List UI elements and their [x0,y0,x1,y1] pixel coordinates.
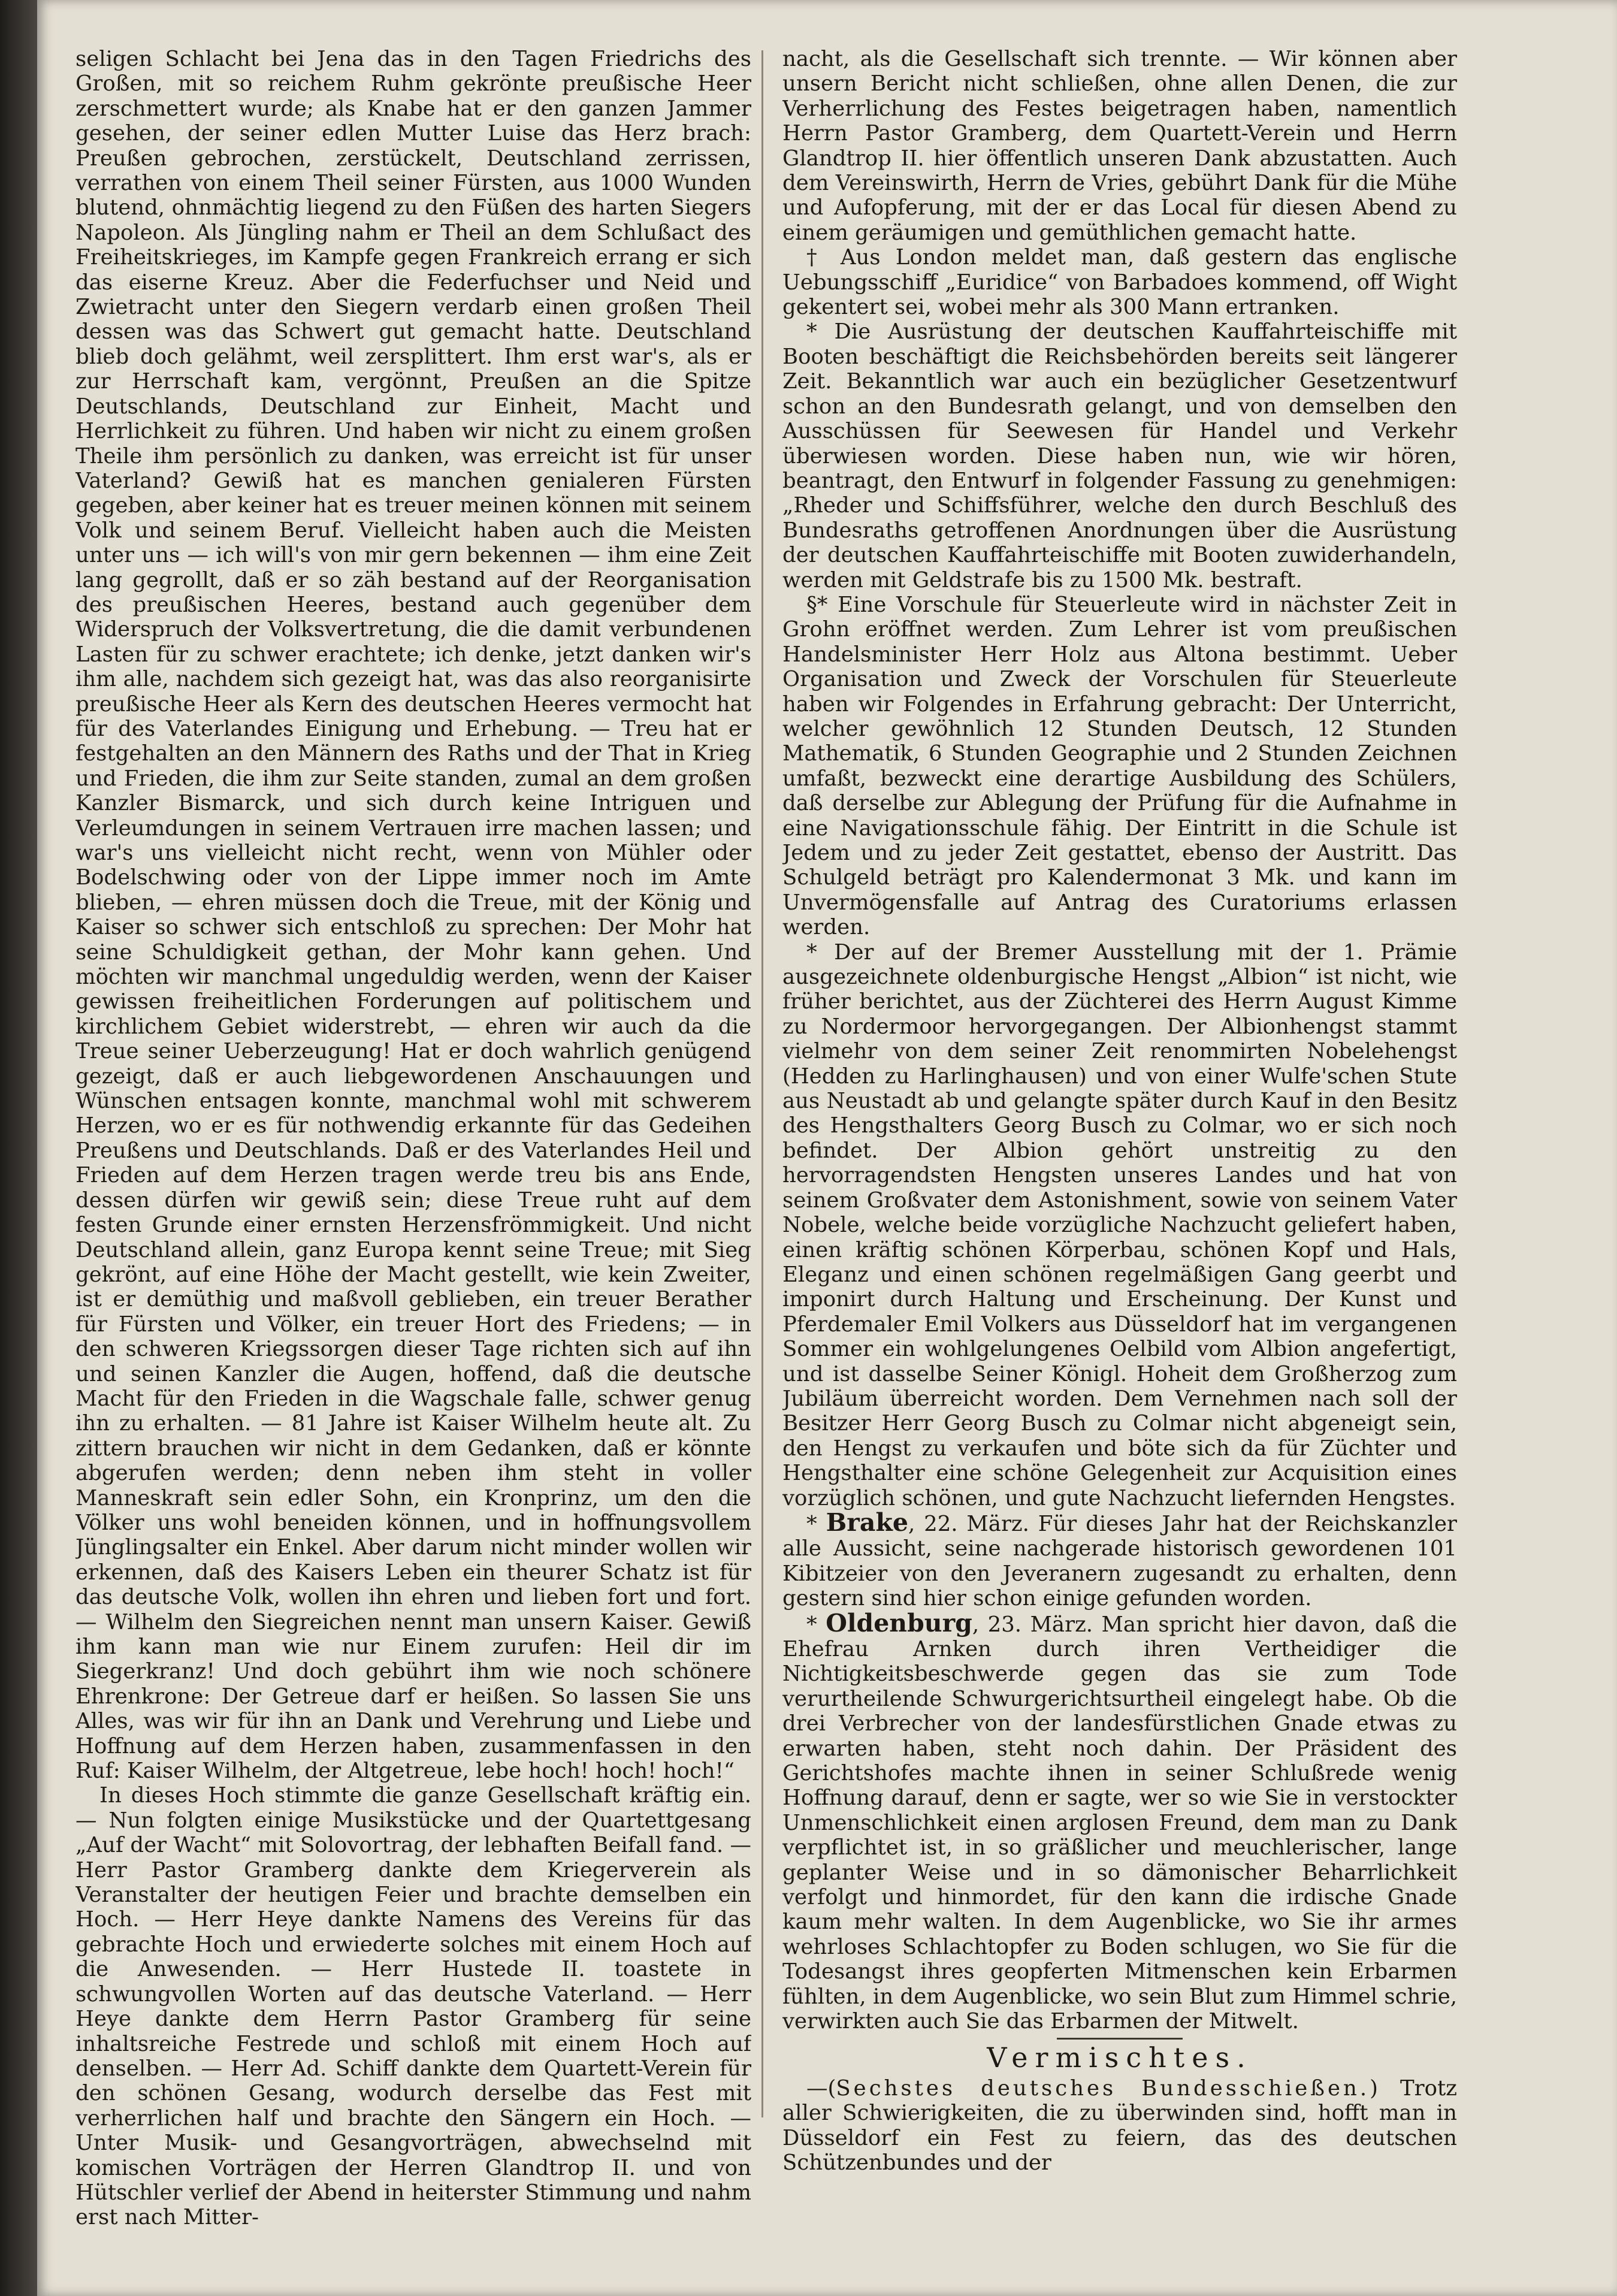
left-column [75,47,751,2264]
schuetzenfest-paragraph [782,2076,1457,2176]
page-edge-shadow [0,0,37,2296]
oldenburg-prefix: * [806,1612,826,1637]
oldenburg-placename: Oldenburg [826,1608,972,1638]
kaiser-speech-paragraph: seligen Schlacht bei Jena das in den Tagen Friedrichs des Großen, mit so reichem Ruhm gekrönte preußische Heer zerschmettert wurde; als Knabe hat er den ganzen Jammer gesehen, der seiner edlen Mutter Luise das Herz brach: Preußen gebrochen, zerstückelt, Deutschland zerrissen, verrathen von einem Theil seiner Fürsten, aus 1000 Wunden blutend, ohnmächtig liegend zu den Füßen des harten Siegers Napoleon. Als Jüngling nahm er Theil an dem Schlußact des Freiheitskrieges, im Kampfe gegen Frankreich errang er sich das eiserne Kreuz. Aber die Federfuchser und Neid und Zwietracht unter den Siegern verdarb einen großen Theil dessen was das Schwert gut gemacht hatte. Deutschland blieb doch gelähmt, weil zersplittert. Ihm erst war's, als er zur Herrschaft kam, vergönnt, Preußen an die Spitze Deutschlands, Deutschland zur Einheit, Macht und Herrlichkeit zu führen. Und haben wir nicht zu einem großen Theile ihm persönlich zu danken, was erreicht ist für unser Vaterland? Gewiß hat es manchen genialeren Fürsten gegeben, aber keiner hat es treuer meinen können mit seinem Volk und seinem Beruf. Vielleicht haben auch die Meisten unter uns — ich will's von mir gern bekennen — ihm eine Zeit lang gegrollt, daß er so zäh bestand auf der Reorganisation des preußischen Heeres, bestand auch gegenüber dem Widerspruch der Volksvertretung, die die damit verbundenen Lasten für zu schwer erachtete; ich denke, jetzt danken wir's ihm alle, nachdem sich gezeigt hat, was das also reorganisirte preußische Heer als Kern des deutschen Heeres vermocht hat für des Vaterlandes Einigung und Erhebung. — Treu hat er festgehalten an den Männern des Raths und der That in Krieg und Frieden, die ihm zur Seite standen, zumal an dem großen Kanzler Bismarck, und sich durch keine Intriguen und Verleumdungen in seinem Vertrauen irre machen lassen; und war's uns vielleicht nicht recht, wenn von Mühler oder Bodelschwing oder von der Lippe immer noch im Amte blieben, — ehren müssen doch die Treue, mit der König und Kaiser so schwer sich entschloß zu sprechen: Der Mohr hat seine Schuldigkeit gethan, der Mohr kann gehen. Und möchten wir manchmal ungeduldig werden, wenn der Kaiser gewissen freiheitlichen Forderungen auf politischem und kirchlichem Gebiet widerstrebt, — ehren wir auch da die Treue seiner Ueberzeugung! Hat er doch wahrlich genügend gezeigt, daß er auch liebgewordenen Anschauungen und Wünschen entsagen konnte, manchmal wohl mit schwerem Herzen, wo er es für nothwendig erkannte für das Gedeihen Preußens und Deutschlands. Daß er des Vaterlandes Heil und Frieden auf dem Herzen tragen werde treu bis ans Ende, dessen dürfen wir gewiß sein; diese Treue ruht auf dem festen Grunde einer ernsten Herzensfrömmigkeit. Und nicht Deutschland allein, ganz Europa kennt seine Treue; mit Sieg gekrönt, auf eine Höhe der Macht gestellt, wie kein Zweiter, ist er demüthig und maßvoll geblieben, ein treuer Berather für Fürsten und Völker, ein treuer Hort des Friedens; — in den schweren Kriegssorgen dieser Tage richten sich auf ihn und seinen Kanzler die Augen, hoffend, daß die deutsche Macht für den Frieden in die Wagschale falle, schwer genug ihn zu erhalten. — 81 Jahre ist Kaiser Wilhelm heute alt. Zu zittern brauchen wir nicht in dem Gedanken, daß er könnte abgerufen werden; denn neben ihm steht in voller Manneskraft sein edler Sohn, ein Kronprinz, um den die Völker uns wohl beneiden können, und in hoffnungsvollem Jünglingsalter ein Enkel. Aber darum nicht minder wollen wir erkennen, daß des Kaisers Leben ein theurer Schatz ist für das deutsche Volk, wollen ihn ehren und lieben fort und fort. — Wilhelm den Siegreichen nennt man unsern Kaiser. Gewiß ihm kann man wie nur Einem zurufen: Heil dir im Siegerkranz! Und doch gebührt ihm wie noch schönere Ehrenkrone: Der Getreue darf er heißen. So lassen Sie uns Alles, was wir für ihn an Dank und Verehrung und Liebe und Hoffnung auf dem Herzen haben, zusammenfassen in den Ruf: Kaiser Wilhelm, der Altgetreue, lebe hoch! hoch! hoch!“ [75,47,751,1784]
ship-boats-paragraph: * Die Ausrüstung der deutschen Kauffahrteischiffe mit Booten beschäftigt die Reichsbehörden bereits seit längerer Zeit. Bekanntlich war auch ein bezüglicher Gesetzentwurf schon an den Bundesrath gelangt, und von demselben den Ausschüssen für Seewesen für Handel und Verkehr überwiesen worden. Diese haben nun, wie wir hören, beantragt, den Entwurf in folgender Fassung zu genehmigen: „Rheder und Schiffsführer, welche den durch Beschluß des Bundesraths getroffenen Anordnungen über die Ausrüstung der deutschen Kauffahrteischiffe mit Booten zuwiderhandeln, werden mit Geldstrafe bis zu 1500 Mk. bestraft. [782,319,1457,593]
section-heading-vermischtes: Vermischtes. [987,2041,1253,2074]
schuetzenfest-prefix: —( [806,2076,836,2101]
section-separator-line [1057,2038,1183,2040]
brake-text: , 22. März. Für dieses Jahr hat der Reichskanzler alle Aussicht, seine nachgerade historisch gewordenen 101 Kibitzeier von den Jeveranern zugesandt zu erhalten, denn gestern sind hier schon einige gefunden worden. [782,1511,1457,1611]
navigation-school-paragraph: §* Eine Vorschule für Steuerleute wird in nächster Zeit in Grohn eröffnet werden. Zum Lehrer ist vom preußischen Handelsminister Herr Holz aus Altona bestimmt. Ueber Organisation und Zweck der Vorschulen für Steuerleute haben wir Folgendes in Erfahrung gebracht: Der Unterricht, welcher gewöhnlich 12 Stunden Deutsch, 12 Stunden Mathematik, 6 Stunden Geographie und 2 Stunden Zeichnen umfaßt, bezweckt eine derartige Ausbildung des Schülers, daß derselbe zur Ablegung der Prüfung für die Aufnahme in eine Navigationsschule fähig. Der Eintritt in die Schule ist Jedem und zu jeder Zeit gestattet, ebenso der Austritt. Das Schulgeld beträgt pro Kalendermonat 3 Mk. und kann im Unvermögensfalle auf Antrag des Curatoriums erlassen werden. [782,592,1457,940]
brake-prefix: * [806,1511,826,1536]
london-news-paragraph: † Aus London meldet man, daß gestern das englische Uebungsschiff „Euridice“ von Barbadoes kommend, off Wight gekentert sei, wobei mehr als 300 Mann ertranken. [782,245,1457,320]
oldenburg-text: , 23. März. Man spricht hier davon, daß die Ehefrau Arnken durch ihren Vertheidiger die Nichtigkeitsbeschwerde gegen das sie zum Tode verurtheilende Schwurgerichtsurtheil eingelegt habe. Ob die drei Verbrecher von der landesfürstlichen Gnade etwas zu erwarten haben, steht noch dahin. Der Präsident des Gerichtshofes machte ihnen in seiner Schlußrede wenig Hoffnung darauf, denn er sagte, wer so wie Sie in verstockter Unmenschlichkeit einen arglosen Freund, dem man zu Dank verpflichtet ist, in so gräßlicher und meuchlerischer, lange geplanter Weise und in so dämonischer Beharrlichkeit verfolgt und hinmordet, für den kann die irdische Gnade kaum mehr walten. In dem Augenblicke, wo Sie ihr armes wehrloses Schlachtopfer zu Boden schlugen, wo Sie für die Todesangst ihres geopferten Mitmenschen kein Erbarmen fühlten, in dem Augenblicke, wo sein Blut zum Himmel schrie, verwirkten auch Sie das Erbarmen der Mitwelt. [782,1612,1457,2034]
schuetzenfest-text: ) Trotz aller Schwierigkeiten, die zu überwinden sind, hofft man in Düsseldorf ein Fest zu feiern, das des deutschen Schützenbundes und der [782,2076,1457,2176]
schuetzenfest-title: Sechstes deutsches Bundesschießen. [836,2076,1370,2101]
column-divider [761,50,763,2117]
festivity-report-continuation: nacht, als die Gesellschaft sich trennte. — Wir können aber unsern Bericht nicht schließen, ohne allen Denen, die zur Verherrlichung des Festes beigetragen haben, namentlich Herrn Pastor Gramberg, dem Quartett-Verein und Herrn Glandtrop II. hier öffentlich unseren Dank abzustatten. Auch dem Vereinswirth, Herrn de Vries, gebührt Dank für die Mühe und Aufopferung, mit der er das Local für diesen Abend zu einem geräumigen und gemüthlichen gemacht hatte. [782,47,1457,245]
brake-placename: Brake [826,1507,908,1537]
oldenburg-news-paragraph [782,1608,1457,2034]
right-column [782,47,1457,2264]
brake-news-paragraph [782,1507,1457,1611]
stallion-albion-paragraph: * Der auf der Bremer Ausstellung mit der 1. Prämie ausgezeichnete oldenburgische Hengst „Albion“ ist nicht, wie früher berichtet, aus der Züchterei des Herrn August Kimme zu Nordermoor hervorgegangen. Der Albionhengst stammt vielmehr von dem seiner Zeit renommirten Nobelehengst (Hedden zu Harlinghausen) und von einer Wulfe'schen Stute aus Neustadt ab und gelangte später durch Kauf in den Besitz des Hengsthalters Georg Busch zu Colmar, wo er sich noch befindet. Der Albion gehört unstreitig zu den hervorragendsten Hengsten unseres Landes und hat von seinem Großvater dem Astonishment, sowie von seinem Vater Nobele, welche beide vorzügliche Nachzucht geliefert haben, einen kräftig schönen Körperbau, schönen Kopf und Hals, Eleganz und einen schönen regelmäßigen Gang geerbt und imponirt durch Haltung und Erscheinung. Der Kunst und Pferdemaler Emil Volkers aus Düsseldorf hat im vergangenen Sommer ein wohlgelungenes Oelbild vom Albion angefertigt, und ist dasselbe Seiner Königl. Hoheit dem Großherzog zum Jubiläum überreicht worden. Dem Vernehmen nach soll der Besitzer Herr Georg Busch zu Colmar nicht abgeneigt sein, den Hengst zu verkaufen und böte sich da für Züchter und Hengsthalter eine schöne Gelegenheit zur Acquisition eines vorzüglich schönen, und gute Nachzucht liefernden Hengstes. [782,939,1457,1510]
festivity-report-paragraph: In dieses Hoch stimmte die ganze Gesellschaft kräftig ein. — Nun folgten einige Musikstücke und der Quartettgesang „Auf der Wacht“ mit Solovortrag, der lebhaften Beifall fand. — Herr Pastor Gramberg dankte dem Kriegerverein als Veranstalter der heutigen Feier und brachte demselben ein Hoch. — Herr Heye dankte Namens des Vereins für das gebrachte Hoch und erwiederte solches mit einem Hoch auf die Anwesenden. — Herr Hustede II. toastete in schwungvollen Worten auf das deutsche Vaterland. — Herr Heye dankte dem Herrn Pastor Gramberg für seine inhaltsreiche Festrede und schloß mit einem Hoch auf denselben. — Herr Ad. Schiff dankte dem Quartett-Verein für den schönen Gesang, wodurch derselbe das Fest mit verherrlichen half und brachte den Sängern ein Hoch. — Unter Musik- und Gesangvorträgen, abwechselnd mit komischen Vorträgen der Herren Glandtrop II. und von Hütschler verlief der Abend in heiterster Stimmung und nahm erst nach Mitter- [75,1783,751,2230]
